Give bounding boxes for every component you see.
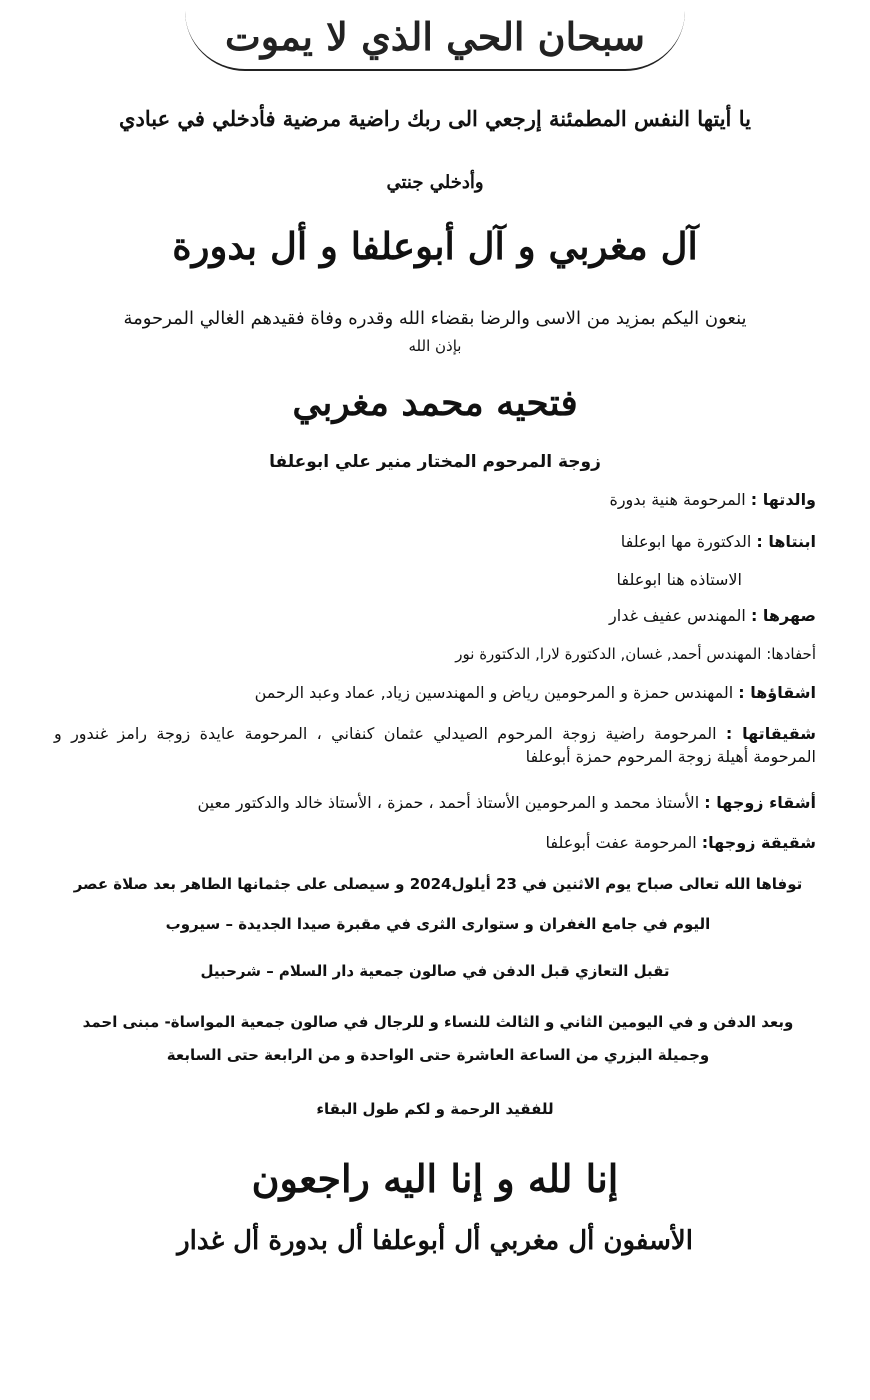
son-in-law-row [609,606,816,625]
calligraphy-text: سبحان الحي الذي لا يموت [185,8,685,71]
mother-row [609,490,816,509]
quran-verse-line1: يا أيتها النفس المطمئنة إرجعي الى ربك راضية مرضية فأدخلي في عبادي [119,106,751,131]
husband-sister-label: شقيقة زوجها: [701,833,816,852]
grandchildren-label: أحفادها: [766,645,816,663]
daughters-label: ابنتاها : [756,532,816,551]
sisters-value: المرحومة راضية زوجة المرحوم الصيدلي عثمان كنفاني ، المرحومة عايدة زوجة رامز غندور و المرحومة أهيلة زوجة المرحوم حمزة أبوعلفا [54,724,816,766]
quran-phrase: إنا لله و إنا اليه راجعون [251,1156,619,1201]
son-in-law-label: صهرها : [750,606,816,625]
daughters-row-2 [617,570,742,589]
death-notice: توفاها الله تعالى صباح يوم الاثنين في 23 أيلول2024 و سيصلى على جثمانها الطاهر بعد صلاة عصر اليوم في جامع الغفران و ستوارى الثرى في مقبرة صيدا الجديدة – سيروب [73,875,803,933]
daughters-value2: الاستاذه هنا ابوعلفا [616,570,742,589]
brothers-row [255,683,816,702]
mourners-line: الأسفون أل مغربي أل أبوعلفا أل بدورة أل غدار [177,1226,693,1256]
announcement-line2: بإذن الله [408,337,462,355]
daughters-row [621,532,816,551]
sisters-row [54,722,816,768]
spouse-line: زوجة المرحوم المختار منير علي ابوعلفا [269,452,601,472]
brothers-label: اشقاؤها : [738,683,816,702]
deceased-name: فتحيه محمد مغربي [292,382,578,424]
sisters-label: شقيقاتها : [725,724,816,743]
announcement-line1: ينعون اليكم بمزيد من الاسى والرضا بقضاء الله وقدره وفاة فقيدهم الغالي المرحومة [123,308,747,329]
son-in-law-value: المهندس عفيف غدار [609,606,746,625]
husband-brothers-label: أشقاء زوجها : [704,793,816,812]
brothers-value: المهندس حمزة و المرحومين رياض و المهندسين زياد, عماد وعبد الرحمن [254,683,734,702]
condolences-before-burial: تقبل التعازي قبل الدفن في صالون جمعية دار السلام – شرحبيل [200,962,670,980]
husband-brothers-row [197,793,816,812]
families-title: آل مغربي و آل أبوعلفا و أل بدورة [172,224,698,268]
husband-brothers-value: الأستاذ محمد و المرحومين الأستاذ أحمد ، حمزة ، الأستاذ خالد والدكتور معين [197,793,700,812]
quran-verse-line2: وأدخلي جنتي [386,172,484,193]
condolences-after-burial: وبعد الدفن و في اليومين الثاني و الثالث للنساء و للرجال في صالون جمعية المواساة- مبنى احمد وجميلة البزري من الساعة العاشرة حتى الواحدة و من الرابعة حتى السابعة [82,1013,794,1064]
mother-value: المرحومة هنية بدورة [609,490,746,509]
husband-sister-value: المرحومة عفت أبوعلفا [545,833,697,852]
closing-line: للفقيد الرحمة و لكم طول البقاء [316,1100,554,1118]
husband-sister-row [545,833,816,852]
grandchildren-value: المهندس أحمد, غسان, الدكتورة لارا, الدكتورة نور [455,645,762,663]
grandchildren-row [455,645,816,663]
calligraphy-header [0,8,870,71]
daughters-value: الدكتورة مها ابوعلفا [620,532,752,551]
mother-label: والدتها : [750,490,816,509]
